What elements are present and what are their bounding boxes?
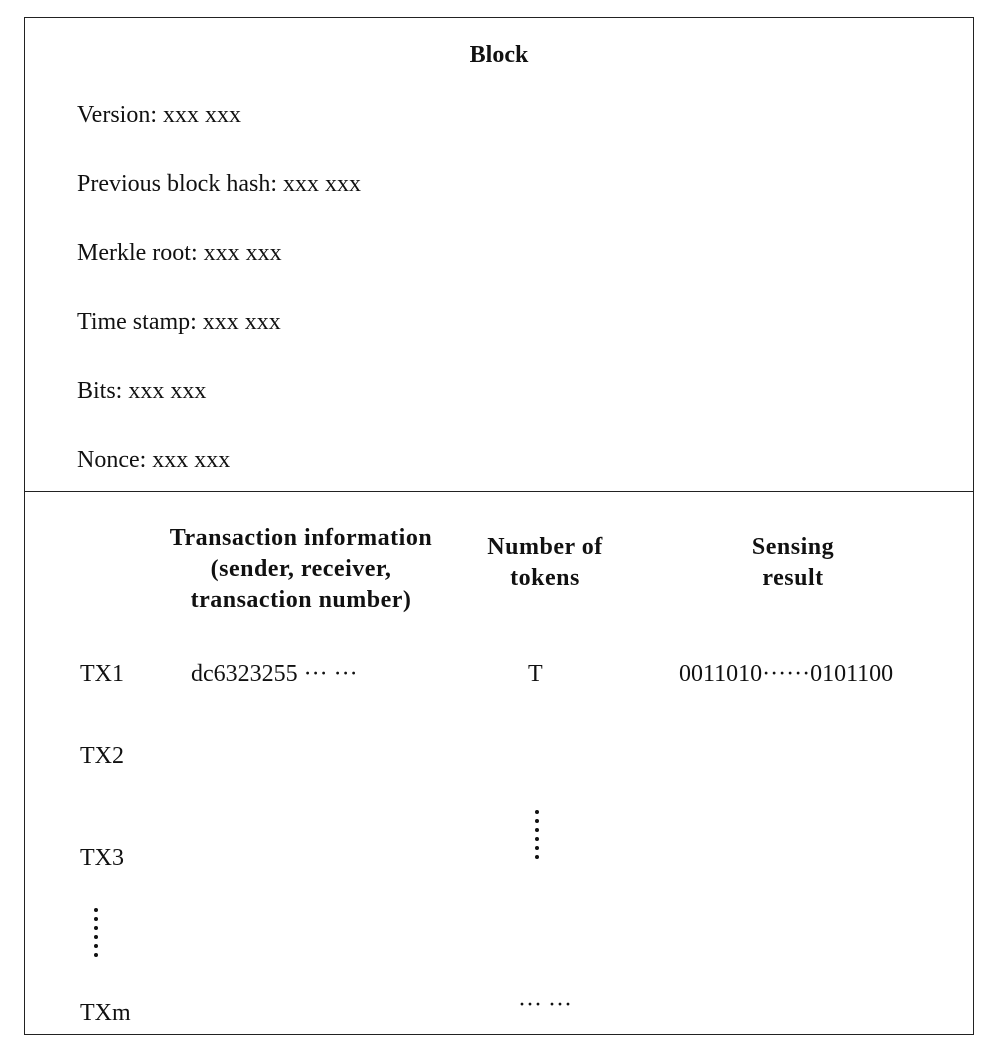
previous-block-hash-field: Previous block hash: xxx xxx — [77, 171, 361, 197]
header-sensing-result — [693, 532, 893, 594]
tx3-label: TX3 — [80, 845, 124, 871]
header-number-of-tokens — [445, 532, 645, 594]
tx1-info: dc6323255 ··· ··· — [191, 661, 358, 687]
header-number-of-tokens-line-2: tokens — [510, 565, 580, 591]
header-transaction-info-line-3: transaction number) — [190, 587, 412, 613]
merkle-root-field: Merkle root: xxx xxx — [77, 240, 282, 266]
bits-field: Bits: xxx xxx — [77, 378, 207, 404]
txm-tokens: ··· ··· — [518, 992, 572, 1018]
header-transaction-info-line-2: (sender, receiver, — [210, 556, 392, 582]
tx1-label: TX1 — [80, 661, 124, 687]
rows-ellipsis-vertical-icon — [94, 908, 100, 962]
tokens-ellipsis-vertical-icon — [535, 810, 541, 864]
tx2-label: TX2 — [80, 743, 124, 769]
nonce-field: Nonce: xxx xxx — [77, 447, 231, 473]
header-number-of-tokens-line-1: Number of — [487, 534, 603, 560]
version-field: Version: xxx xxx — [77, 102, 241, 128]
header-sensing-result-line-1: Sensing — [751, 534, 835, 560]
header-transaction-info-line-1: Transaction information — [169, 525, 433, 551]
block-title: Block — [469, 42, 529, 68]
block-header-section — [25, 18, 973, 492]
tx1-sensing-result: 0011010······0101100 — [679, 661, 894, 687]
tx1-tokens: T — [528, 661, 543, 687]
time-stamp-field: Time stamp: xxx xxx — [77, 309, 281, 335]
txm-label: TXm — [80, 1000, 131, 1026]
block-diagram — [24, 17, 974, 1035]
header-sensing-result-line-2: result — [762, 565, 824, 591]
